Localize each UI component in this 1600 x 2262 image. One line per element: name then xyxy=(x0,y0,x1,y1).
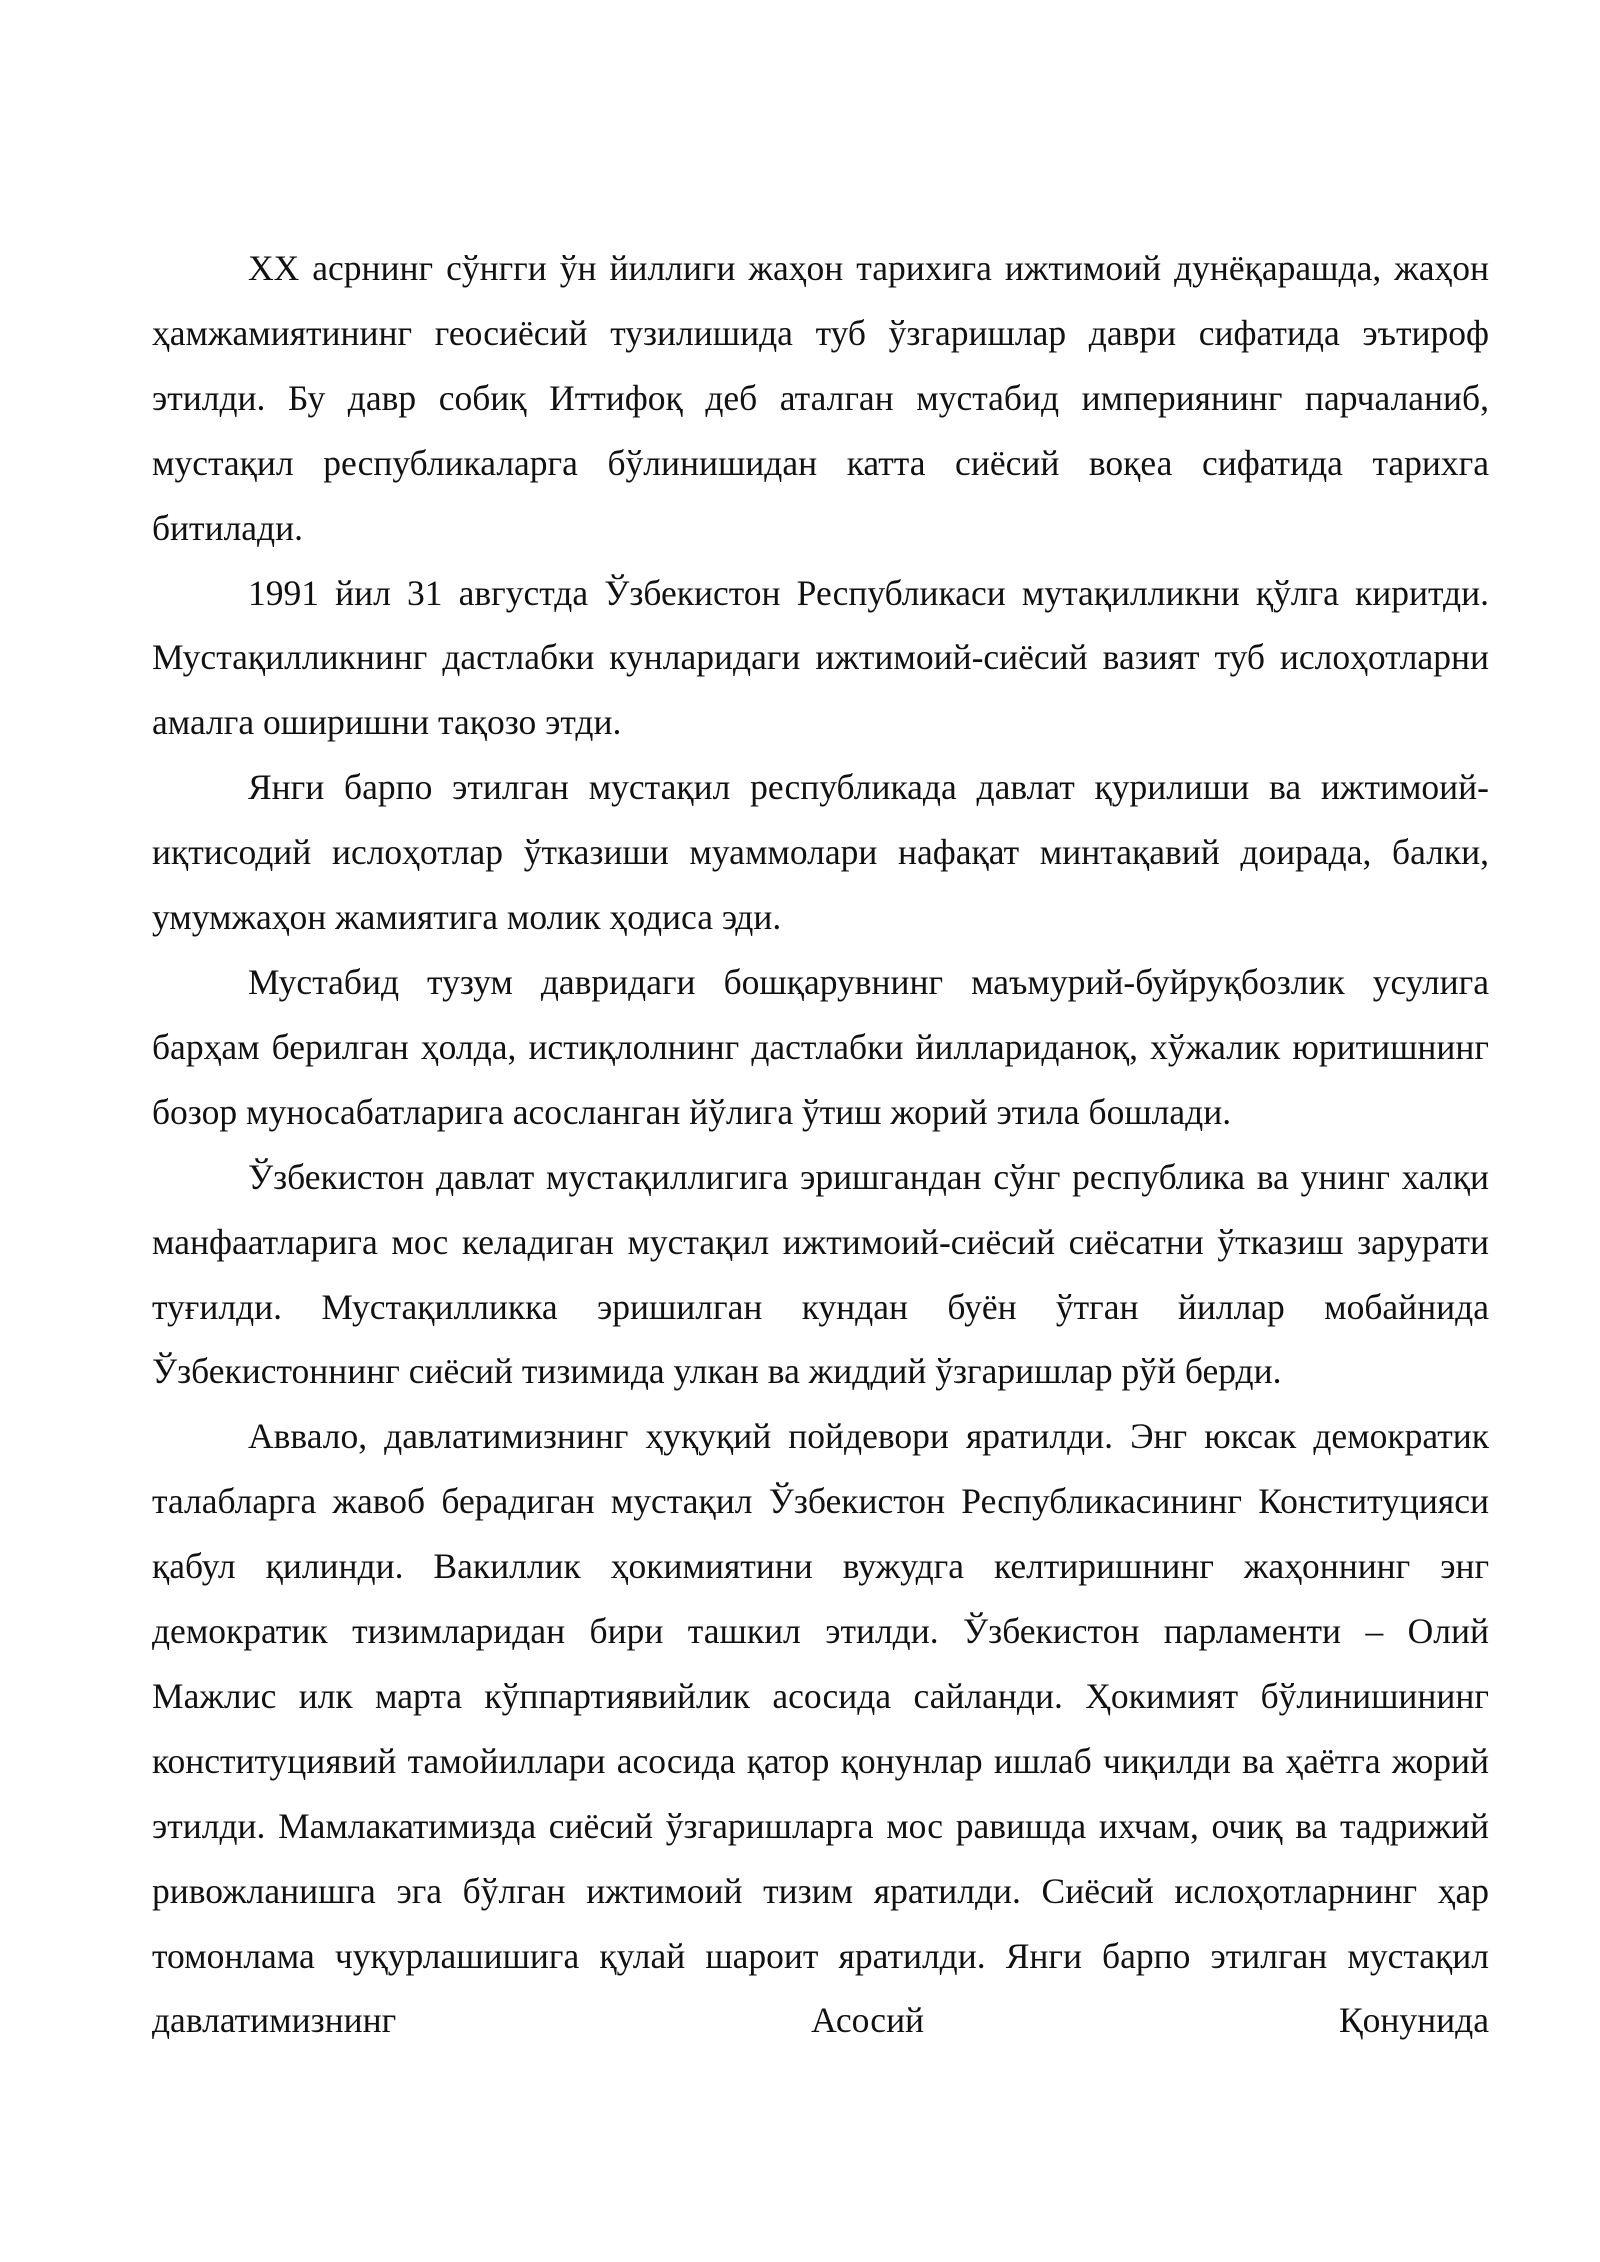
paragraph-2: 1991 йил 31 августда Ўзбекистон Республикаси мутақилликни қўлга киритди. Мустақилликнинг дастлабки кунларидаги ижтимоий-сиёсий вазият туб ислоҳотларни амалга оширишни тақозо этди. xyxy=(152,572,1489,743)
paragraph-3: Янги барпо этилган мустақил республикада давлат қурилиши ва ижтимоий-иқтисодий ислоҳотлар ўтказиши муаммолари нафақат минтақавий доирада, балки, умумжаҳон жамиятига молик ҳодиса эди. xyxy=(152,767,1489,938)
paragraph-4: Мустабид тузум давридаги бошқарувнинг маъмурий-буйруқбозлик усулига барҳам берилган ҳолда, истиқлолнинг дастлабки йиллариданоқ, хўжалик юритишнинг бозор муносабатларига асосланган йўлига ўтиш жорий этила бошлади. xyxy=(152,961,1489,1132)
paragraph-6: Аввало, давлатимизнинг ҳуқуқий пойдевори яратилди. Энг юксак демократик талабларга жавоб берадиган мустақил Ўзбекистон Республикасининг Конституцияси қабул қилинди. Вакиллик ҳокимиятини вужудга келтиришнинг жаҳоннинг энг демократик тизимларидан бири ташкил этилди. Ўзбекистон парламенти – Олий Мажлис илк марта кўппартиявийлик асосида сайланди. Ҳокимият бўлинишининг конституциявий тамойиллари асосида қатор қонунлар ишлаб чиқилди ва ҳаётга жорий этилди. Мамлакатимизда сиёсий ўзгаришларга мос равишда ихчам, очиқ ва тадрижий ривожланишга эга бўлган ижтимоий тизим яратилди. Сиёсий ислоҳотларнинг ҳар томонлама чуқурлашишига қулай шароит яратилди. Янги барпо этилган мустақил давлатимизнинг Асосий Қонунида xyxy=(152,1416,1489,2041)
document-page xyxy=(152,236,1489,2053)
paragraph-1: XX асрнинг сўнгги ўн йиллиги жаҳон тарихига ижтимоий дунёқарашда, жаҳон ҳамжамиятининг геосиёсий тузилишида туб ўзгаришлар даври сифатида эътироф этилди. Бу давр собиқ Иттифоқ деб аталган мустабид империянинг парчаланиб, мустақил республикаларга бўлинишидан катта сиёсий воқеа сифатида тарихга битилади. xyxy=(152,248,1489,548)
paragraph-5: Ўзбекистон давлат мустақиллигига эришгандан сўнг республика ва унинг халқи манфаатларига мос келадиган мустақил ижтимоий-сиёсий сиёсатни ўтказиш зарурати туғилди. Мустақилликка эришилган кундан буён ўтган йиллар мобайнида Ўзбекистоннинг сиёсий тизимида улкан ва жиддий ўзгаришлар рўй берди. xyxy=(152,1156,1489,1392)
